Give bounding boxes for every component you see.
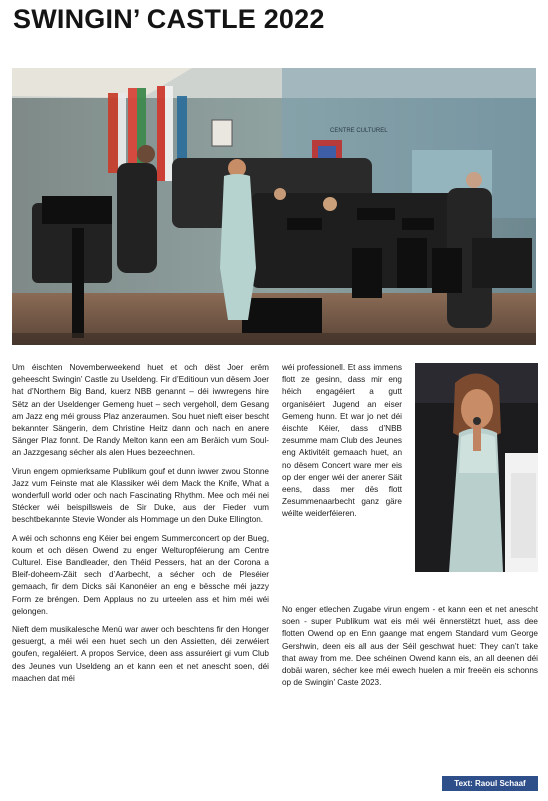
paragraph: A wéi och schonns eng Kéier bei engem Summerconcert op der Bueg, koum et och dësen Owend zu enger Welturopféierung am Centre Culturel. Eise Bandleader, den Théid Pessers, hat an der Corona a Bleif-doheem-Zäit sech d’Aarbecht, a sécher och de Pleséier gemaach, fir dem Dicks säi Kanonéier an eng e bëssche méi jazzy Form ze bréngen. Dem Applaus no zu urteelen ass et him méi wéi gelongen. (12, 533, 269, 616)
article-title: SWINGIN’ CASTLE 2022 (13, 4, 325, 34)
paragraph: Virun engem opmierksame Publikum gouf et dunn iwwer zwou Stonne Jazz vum Feinste mat ale Klassiker wéi dem Mack the Knife, What a wonderfull world oder och nach Fascinating Rhythm. Mee och méi nei Stécker wéi beispillsweis de Sir Duke, aus der Fieder vum beschtbekannte Stevie Wonder als Hommage un den Duke Ellington. (12, 466, 269, 525)
author-credit: Text: Raoul Schaaf (442, 776, 538, 791)
article-column-2 (282, 362, 402, 527)
paragraph: Um éischten Novemberweekend huet et och dëst Joer erëm geheescht Swingin’ Castle zu Useldeng. Fir d’Editioun vun dësem Joer hat d’Northern Big Band, kuerz NBB genannt – déi iwwregens hire Sëtz an der Useldenger Gemeng huet – sech vergeholl, dem Gesang am Jazz eng méi grouss Plaz anzeraumen. Sou huet nieft eiser bescht bekannter Sängerin, dem Christine Heitz dann och nach en anere Sänger Plaz fonnt. De Randy Melton kann een am Beräich vum Soul- an Jazzgesang sécher als alen Hues bezeechnen. (12, 363, 269, 458)
band-concert-photo (12, 68, 536, 345)
paragraph: Nieft dem musikalesche Menü war awer och beschtens fir den Honger gesuergt, a méi wéi een huet sech un den Assietten, déi zerwéiert goufen, regaléiert. A propos Service, deen ass assuréiert gi vum Club des Jeunes vun Useldeng an et kann een et net anescht soen, déi maachen dat méi (12, 625, 269, 683)
singer-portrait-photo (415, 363, 538, 572)
centre-culturel-sign: CENTRE CULTUREL (330, 128, 388, 134)
article-column-1 (12, 362, 269, 691)
paragraph: wéi professionell. Et ass immens flott ze gesinn, dass mir eng héich engagéiert a gutt organiséiert Jugend an eiser Gemeng hunn. Et war jo net déi éischte Kéier, dass d’NBB zesumme mam Club des Jeunes eng Aktivitéit gemaach huet, an no dësem Concert ware mer eis op der enger wéi der anerer Säit eens, dass mer dës flott Zesummenaarbecht ganz gäre wéilte weiderféieren. (282, 363, 402, 519)
paragraph: No enger etlechen Zugabe virun engem - et kann een et net anescht soen - super Publikum wat eis méi wéi ënnerstëtzt huet, ass dee flotten Owend op en Enn gaange mat engem Standard vum George Gershwin, deen eis all aus der Séil geschwat huet: They can’t take that away from me. Dee schéinen Owend kann eis, an all deenen déi dobäi waren, sécher kee méi ewech huelen a mir freeën eis schonns op de Swingin’ Caste 2023. (282, 605, 538, 688)
article-column-3 (282, 604, 538, 695)
